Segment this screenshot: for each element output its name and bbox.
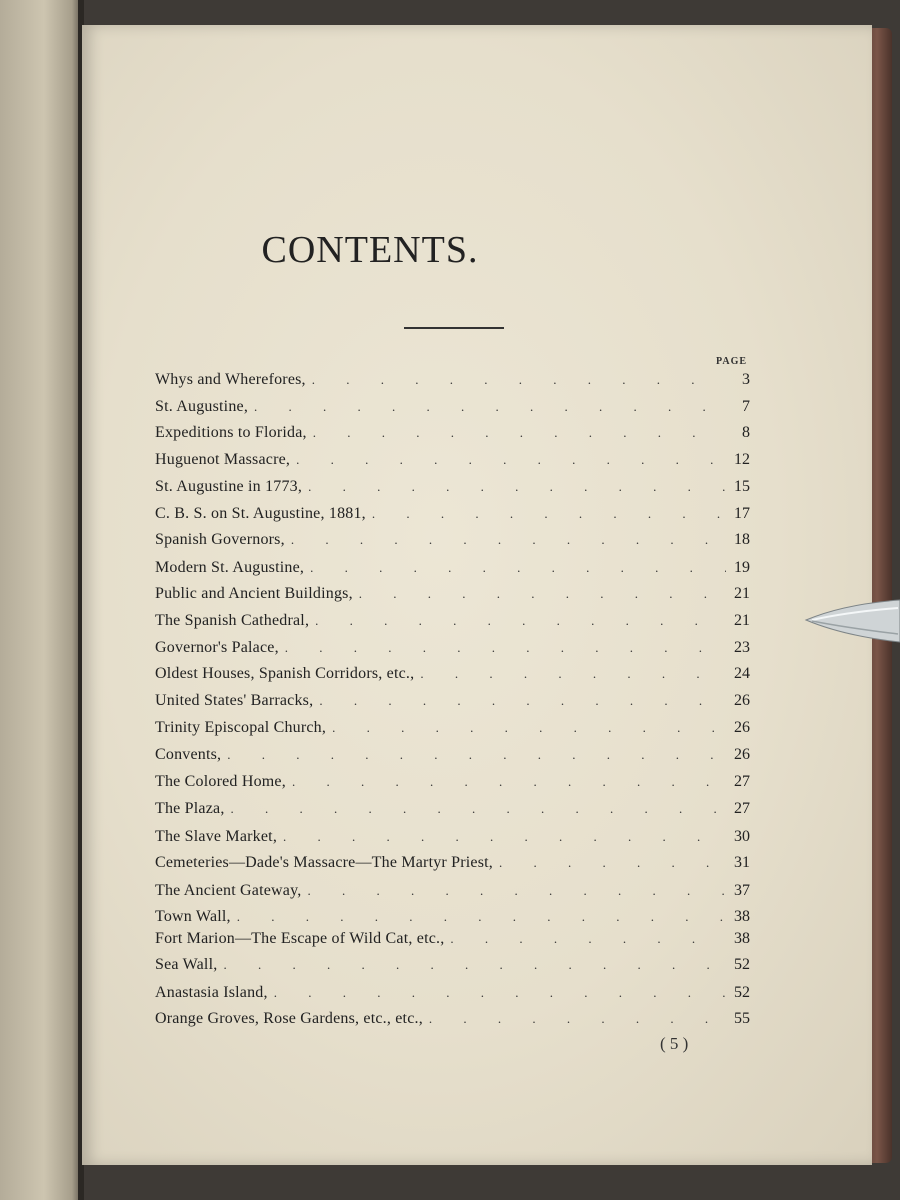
toc-entry-title: Oldest Houses, Spanish Corridors, etc.,	[155, 665, 415, 682]
toc-entry	[155, 639, 750, 661]
toc-entry	[155, 424, 750, 446]
toc-entry-title: The Spanish Cathedral,	[155, 612, 310, 629]
dot-leader	[274, 985, 726, 1001]
dot-leader	[254, 399, 726, 415]
toc-entry	[155, 585, 750, 607]
toc-entry-page: 18	[734, 531, 750, 548]
toc-entry-page: 19	[734, 559, 750, 576]
toc-entry-page: 38	[734, 930, 750, 947]
dot-leader	[237, 909, 726, 925]
toc-entry	[155, 908, 750, 930]
toc-entry-page: 26	[734, 746, 750, 763]
dot-leader	[359, 586, 726, 602]
toc-entry-page: 31	[734, 854, 750, 871]
contents-title: CONTENTS.	[261, 229, 479, 271]
toc-entry	[155, 612, 750, 634]
toc-entry	[155, 984, 750, 1006]
toc-entry	[155, 398, 750, 420]
toc-entry	[155, 828, 750, 850]
toc-entry-title: The Ancient Gateway,	[155, 882, 302, 899]
toc-entry	[155, 719, 750, 741]
page-number: ( 5 )	[660, 1034, 689, 1053]
dot-leader	[283, 829, 726, 845]
toc-entry-page: 15	[734, 478, 750, 495]
toc-entry	[155, 531, 750, 553]
title-rule	[404, 327, 504, 329]
dot-leader	[420, 666, 726, 682]
toc-entry-title: Huguenot Massacre,	[155, 451, 291, 468]
toc-entry	[155, 559, 750, 581]
toc-entry-title: Governor's Palace,	[155, 639, 279, 656]
toc-entry-page: 3	[742, 371, 750, 388]
page-column-heading: PAGE	[716, 356, 748, 367]
toc-entry	[155, 854, 750, 876]
toc-entry	[155, 930, 750, 952]
dot-leader	[307, 883, 726, 899]
toc-entry	[155, 882, 750, 904]
dot-leader	[313, 425, 726, 441]
toc-entry-page: 38	[734, 908, 750, 925]
toc-entry-title: St. Augustine in 1773,	[155, 478, 303, 495]
dot-leader	[319, 693, 726, 709]
toc-entry-page: 27	[734, 773, 750, 790]
toc-entry	[155, 371, 750, 393]
toc-entry-title: St. Augustine,	[155, 398, 249, 415]
dot-leader	[227, 747, 726, 763]
dot-leader	[450, 931, 726, 947]
toc-entry	[155, 478, 750, 500]
toc-entry-page: 30	[734, 828, 750, 845]
toc-entry	[155, 773, 750, 795]
toc-entry	[155, 692, 750, 714]
toc-entry-page: 21	[734, 612, 750, 629]
toc-entry-title: Fort Marion—The Escape of Wild Cat, etc.,	[155, 930, 445, 947]
toc-entry-page: 23	[734, 639, 750, 656]
toc-entry-title: Cemeteries—Dade's Massacre—The Martyr Priest,	[155, 854, 493, 871]
dot-leader	[308, 479, 726, 495]
bookmark-clip-icon	[804, 598, 900, 644]
toc-entry-page: 55	[734, 1010, 750, 1027]
toc-entry-page: 52	[734, 984, 750, 1001]
toc-entry-title: Trinity Episcopal Church,	[155, 719, 327, 736]
toc-entry-title: Anastasia Island,	[155, 984, 268, 1001]
toc-entry-page: 8	[742, 424, 750, 441]
toc-entry-title: Modern St. Augustine,	[155, 559, 305, 576]
toc-entry-title: Convents,	[155, 746, 222, 763]
toc-entry-page: 37	[734, 882, 750, 899]
toc-entry-title: The Slave Market,	[155, 828, 278, 845]
toc-entry	[155, 1010, 750, 1032]
toc-entry-title: The Colored Home,	[155, 773, 286, 790]
dot-leader	[292, 774, 726, 790]
dot-leader	[312, 372, 726, 388]
toc-entry-title: Whys and Wherefores,	[155, 371, 306, 388]
toc-entry-page: 24	[734, 665, 750, 682]
toc-entry	[155, 505, 750, 527]
dot-leader	[223, 957, 726, 973]
dot-leader	[310, 560, 726, 576]
toc-entry-page: 52	[734, 956, 750, 973]
dot-leader	[429, 1011, 726, 1027]
dot-leader	[315, 613, 726, 629]
toc-entry-title: Spanish Governors,	[155, 531, 285, 548]
toc-entry-title: Public and Ancient Buildings,	[155, 585, 353, 602]
toc-entry-title: Town Wall,	[155, 908, 231, 925]
toc-entry	[155, 956, 750, 978]
left-page-edge	[0, 0, 80, 1200]
toc-entry-page: 21	[734, 585, 750, 602]
dot-leader	[231, 801, 726, 817]
toc-entry-page: 27	[734, 800, 750, 817]
toc-entry-title: Expeditions to Florida,	[155, 424, 307, 441]
toc-entry-title: C. B. S. on St. Augustine, 1881,	[155, 505, 366, 522]
toc-entry	[155, 800, 750, 822]
toc-entry-page: 26	[734, 692, 750, 709]
toc-entry-title: Orange Groves, Rose Gardens, etc., etc.,	[155, 1010, 423, 1027]
dot-leader	[372, 506, 726, 522]
toc-entry-page: 17	[734, 505, 750, 522]
toc-entry-title: Sea Wall,	[155, 956, 218, 973]
toc-entry	[155, 665, 750, 687]
toc-entry-page: 7	[742, 398, 750, 415]
toc-entry	[155, 746, 750, 768]
toc-entry	[155, 451, 750, 473]
dot-leader	[296, 452, 726, 468]
toc-entry-title: The Plaza,	[155, 800, 225, 817]
dot-leader	[285, 640, 726, 656]
dot-leader	[332, 720, 726, 736]
toc-entry-page: 26	[734, 719, 750, 736]
dot-leader	[499, 855, 726, 871]
toc-entry-page: 12	[734, 451, 750, 468]
toc-entry-title: United States' Barracks,	[155, 692, 314, 709]
dot-leader	[291, 532, 726, 548]
